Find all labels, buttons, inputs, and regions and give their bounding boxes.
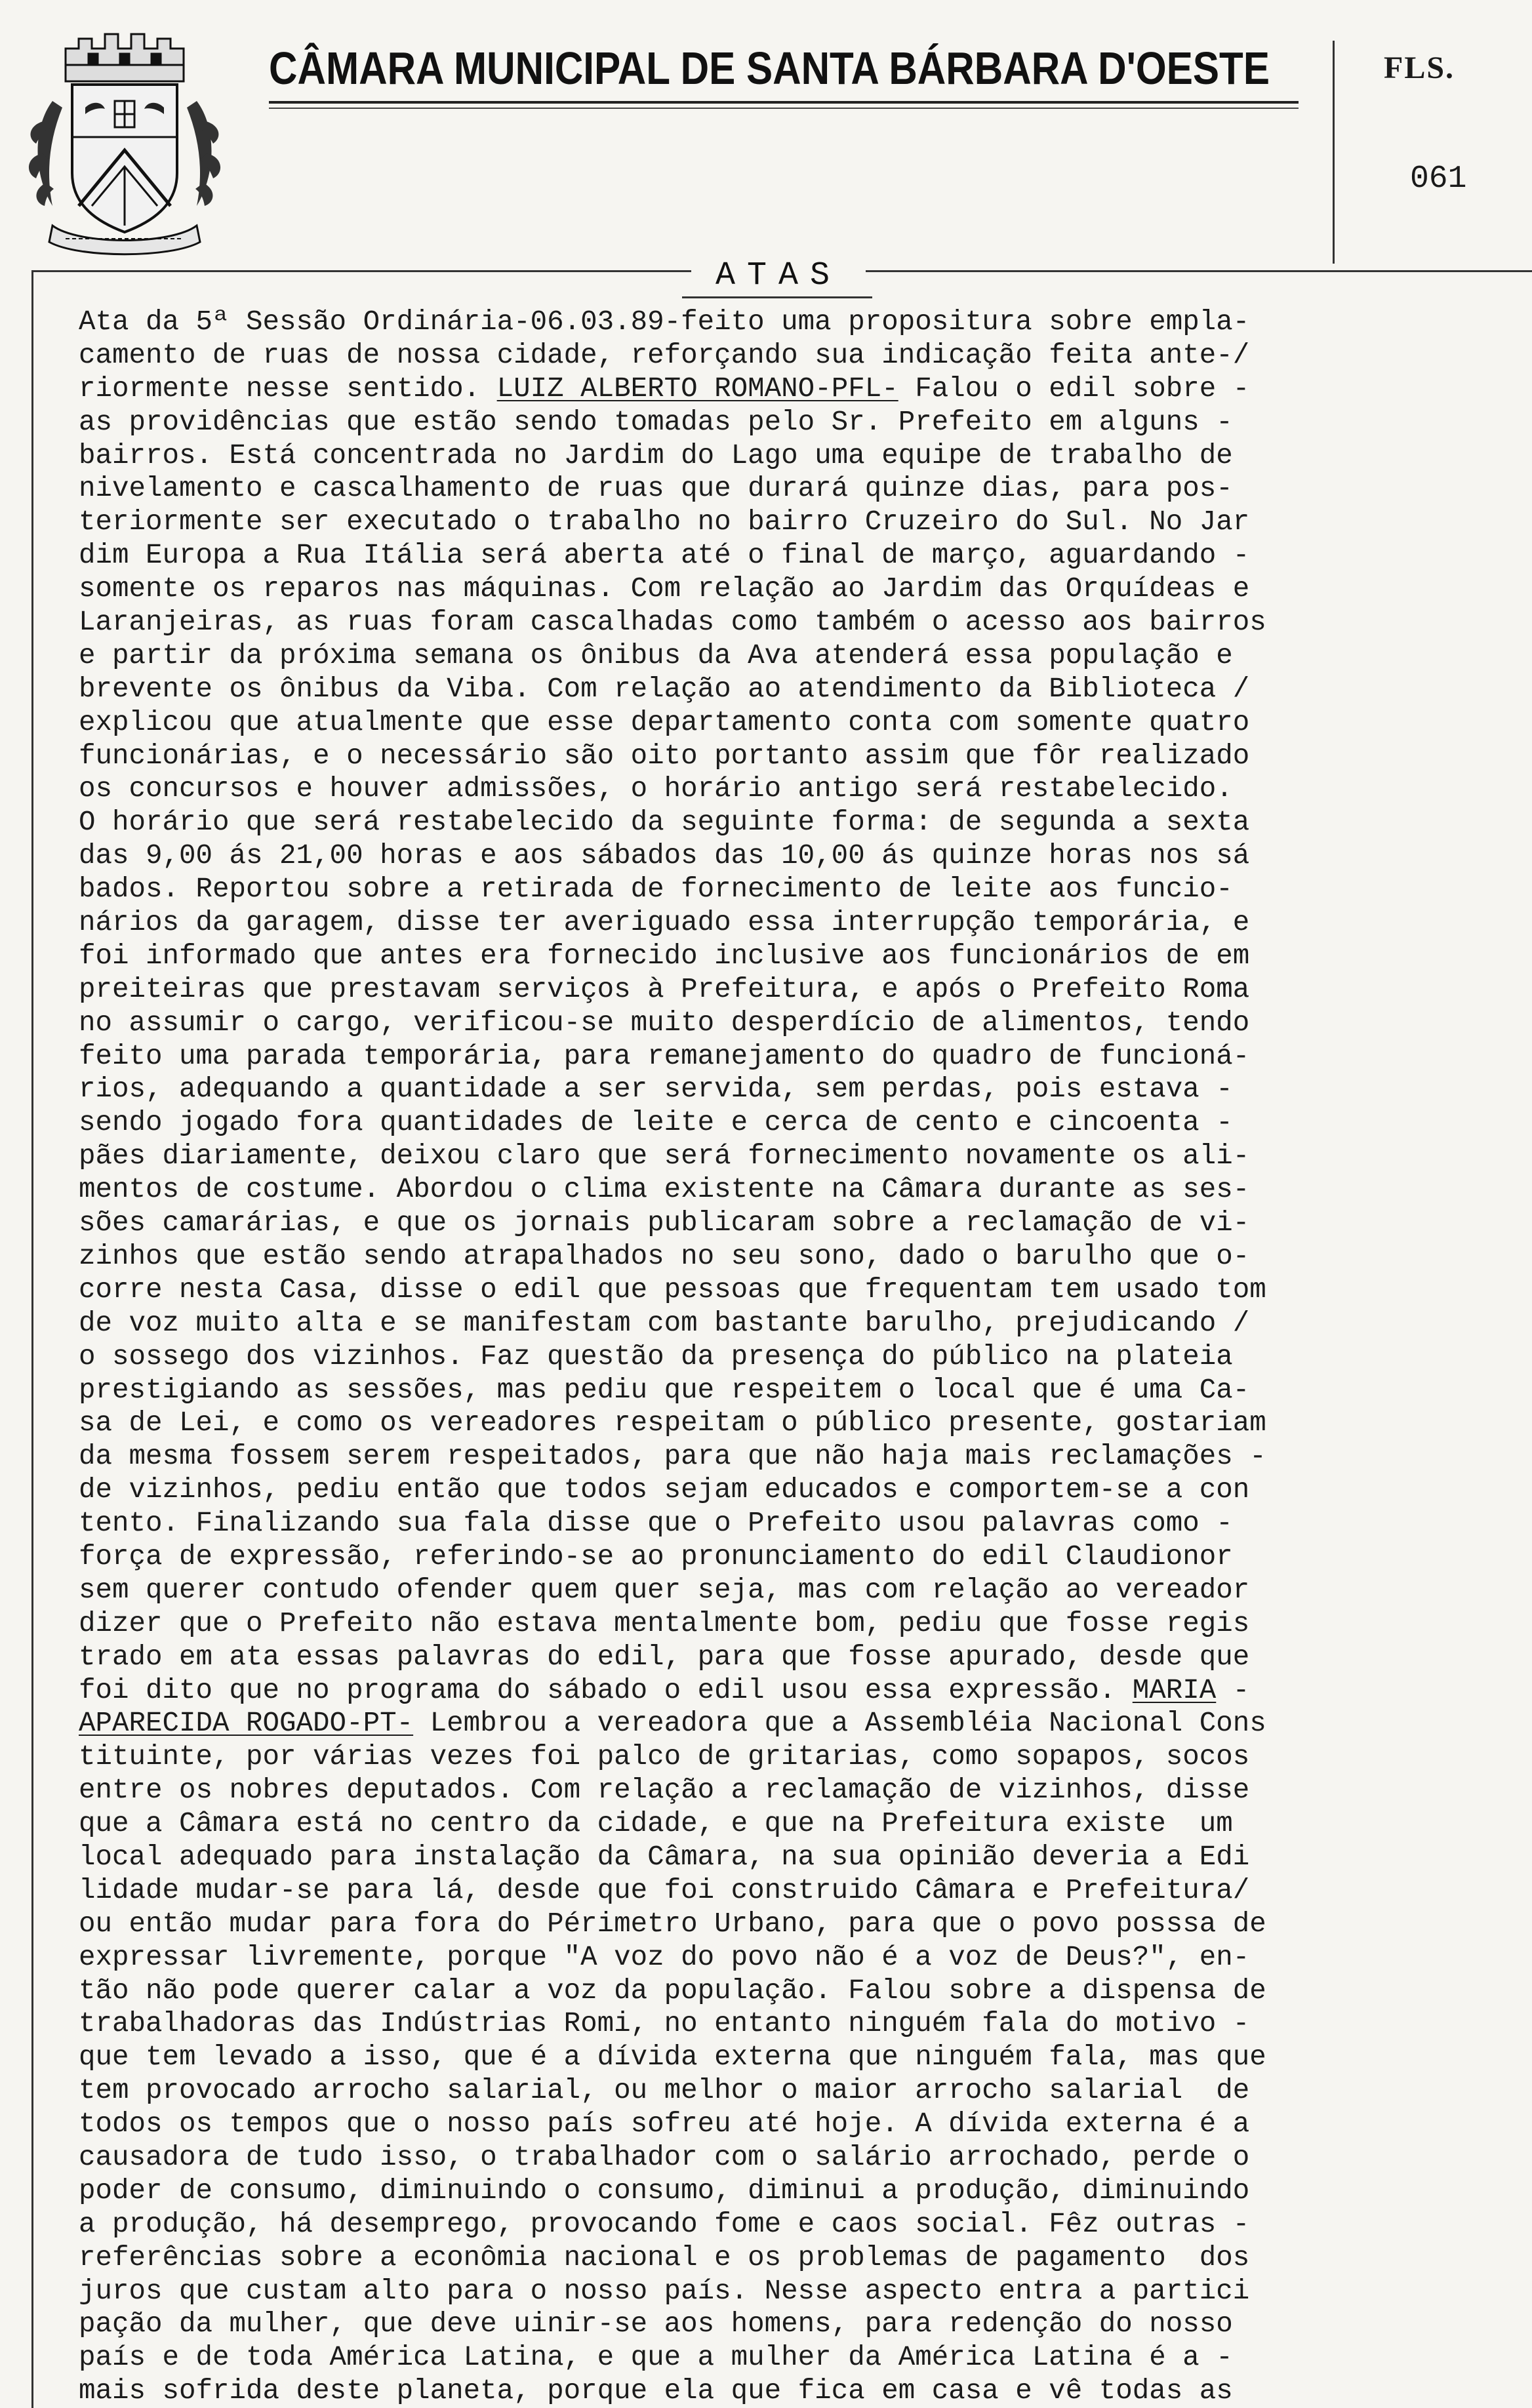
- minutes-line: camento de ruas de nossa cidade, reforçando sua indicação feita ante-/: [79, 339, 1250, 371]
- minutes-line: [79, 1674, 1489, 1708]
- minutes-line: dim Europa a Rua Itália será aberta até o final de março, aguardando -: [79, 540, 1250, 572]
- minutes-line: sendo jogado fora quantidades de leite e cerca de cento e cincoenta -: [79, 1107, 1233, 1139]
- minutes-line: tituinte, por várias vezes foi palco de gritarias, como sopapos, socos: [79, 1741, 1250, 1773]
- minutes-line-text: foi dito que no programa do sábado o edil usou essa expressão.: [79, 1674, 1133, 1706]
- minutes-line: tão não pode querer calar a voz da população. Falou sobre a dispensa de: [79, 1975, 1266, 2007]
- minutes-line: tem provocado arrocho salarial, ou melhor o maior arrocho salarial de: [79, 2075, 1250, 2107]
- minutes-line: a produção, há desemprego, provocando fome e caos social. Fêz outras -: [79, 2208, 1250, 2240]
- minutes-body: [79, 306, 1489, 2408]
- minutes-line: causadora de tudo isso, o trabalhador com o salário arrochado, perde o: [79, 2141, 1250, 2173]
- minutes-line: sem querer contudo ofender quem quer seja, mas com relação ao vereador: [79, 1574, 1250, 1606]
- minutes-line-text: riormente nesse sentido.: [79, 372, 497, 405]
- minutes-line: referências sobre a econômia nacional e os problemas de pagamento dos: [79, 2241, 1250, 2274]
- minutes-line: mais sofrida deste planeta, porque ela que fica em casa e vê todas as: [79, 2375, 1233, 2407]
- municipal-coat-of-arms-icon: [26, 9, 223, 258]
- minutes-line: sa de Lei, e como os vereadores respeitam o público presente, gostariam: [79, 1407, 1266, 1439]
- frame-top-border-left: [31, 270, 691, 272]
- minutes-line: poder de consumo, diminuindo o consumo, diminui a produção, diminuindo: [79, 2175, 1250, 2207]
- minutes-line: prestigiando as sessões, mas pediu que respeitem o local que é uma Ca-: [79, 1374, 1250, 1406]
- minutes-line: O horário que será restabelecido da seguinte forma: de segunda a sexta: [79, 807, 1250, 839]
- minutes-line: de vizinhos, pediu então que todos sejam educados e comportem-se a con: [79, 1474, 1250, 1506]
- minutes-line: trado em ata essas palavras do edil, para que fosse apurado, desde que: [79, 1641, 1250, 1673]
- minutes-line: [79, 372, 1489, 406]
- minutes-line: explicou que atualmente que esse departamento conta com somente quatro: [79, 706, 1250, 738]
- minutes-line: entre os nobres deputados. Com relação a reclamação de vizinhos, disse: [79, 1775, 1250, 1807]
- minutes-line: os concursos e houver admissões, o horário antigo será restabelecido.: [79, 773, 1233, 805]
- minutes-line: nários da garagem, disse ter averiguado essa interrupção temporária, e: [79, 907, 1250, 939]
- minutes-line: foi informado que antes era fornecido inclusive aos funcionários de em: [79, 940, 1250, 972]
- minutes-line: bairros. Está concentrada no Jardim do Lago uma equipe de trabalho de: [79, 439, 1233, 472]
- header-divider: [1333, 41, 1335, 264]
- frame-left-border: [31, 270, 33, 2408]
- minutes-line: as providências que estão sendo tomadas pelo Sr. Prefeito em alguns -: [79, 406, 1233, 438]
- minutes-line-text: Lembrou a vereadora que a Assembléia Nacional Cons: [413, 1708, 1266, 1740]
- minutes-line: todos os tempos que o nosso país sofreu até hoje. A dívida externa é a: [79, 2108, 1250, 2140]
- minutes-line: tento. Finalizando sua fala disse que o Prefeito usou palavras como -: [79, 1508, 1233, 1540]
- minutes-line: Ata da 5ª Sessão Ordinária-06.03.89-feito uma propositura sobre empla-: [79, 306, 1250, 338]
- minutes-line: força de expressão, referindo-se ao pronunciamento do edil Claudionor: [79, 1540, 1233, 1573]
- minutes-line: zinhos que estão sendo atrapalhados no seu sono, dado o barulho que o-: [79, 1240, 1250, 1272]
- section-title: ATAS: [715, 257, 842, 294]
- minutes-line: somente os reparos nas máquinas. Com relação ao Jardim das Orquídeas e: [79, 573, 1250, 605]
- minutes-line: Laranjeiras, as ruas foram cascalhadas como também o acesso aos bairros: [79, 607, 1266, 639]
- minutes-line: e partir da próxima semana os ônibus da Ava atenderá essa população e: [79, 639, 1233, 672]
- minutes-line: de voz muito alta e se manifestam com bastante barulho, prejudicando /: [79, 1307, 1250, 1339]
- minutes-line: dizer que o Prefeito não estava mentalmente bom, pediu que fosse regis: [79, 1607, 1250, 1639]
- speaker-name: LUIZ ALBERTO ROMANO-PFL-: [496, 372, 898, 405]
- minutes-line: nivelamento e cascalhamento de ruas que durará quinze dias, para pos-: [79, 473, 1233, 505]
- minutes-line: [79, 1707, 1489, 1740]
- minutes-line: juros que custam alto para o nosso país. Nesse aspecto entra a partici: [79, 2275, 1250, 2307]
- folio-number: 061: [1410, 161, 1467, 197]
- section-title-rule: [682, 296, 872, 298]
- frame-top-border-right: [866, 270, 1532, 272]
- minutes-line: local adequado para instalação da Câmara, na sua opinião deveria a Edi: [79, 1841, 1250, 1873]
- minutes-line: rios, adequando a quantidade a ser servida, sem perdas, pois estava -: [79, 1074, 1233, 1106]
- minutes-line: que a Câmara está no centro da cidade, e que na Prefeitura existe um: [79, 1808, 1233, 1840]
- minutes-line: teriormente ser executado o trabalho no bairro Cruzeiro do Sul. No Jar: [79, 506, 1250, 538]
- institution-title: CÂMARA MUNICIPAL DE SANTA BÁRBARA D'OESTE: [269, 43, 1270, 94]
- minutes-line: bados. Reportou sobre a retirada de fornecimento de leite aos funcio-: [79, 873, 1233, 906]
- minutes-line: brevente os ônibus da Viba. Com relação ao atendimento da Biblioteca /: [79, 673, 1250, 705]
- minutes-line-text: Falou o edil sobre -: [898, 372, 1250, 405]
- minutes-line: no assumir o cargo, verificou-se muito desperdício de alimentos, tendo: [79, 1007, 1250, 1039]
- minutes-line: feito uma parada temporária, para remanejamento do quadro de funcioná-: [79, 1040, 1250, 1072]
- speaker-name: MARIA: [1132, 1674, 1217, 1706]
- minutes-line: trabalhadoras das Indústrias Romi, no entanto ninguém fala do motivo -: [79, 2008, 1250, 2040]
- minutes-line: expressar livremente, porque "A voz do povo não é a voz de Deus?", en-: [79, 1941, 1250, 1973]
- minutes-line: que tem levado a isso, que é a dívida externa que ninguém fala, mas que: [79, 2041, 1266, 2074]
- folio-label: FLS.: [1384, 50, 1455, 85]
- minutes-line: lidade mudar-se para lá, desde que foi construido Câmara e Prefeitura/: [79, 1874, 1250, 1906]
- minutes-line: das 9,00 ás 21,00 horas e aos sábados das 10,00 ás quinze horas nos sá: [79, 840, 1250, 872]
- minutes-line: o sossego dos vizinhos. Faz questão da presença do público na plateia: [79, 1340, 1233, 1373]
- minutes-line: sões camarárias, e que os jornais publicaram sobre a reclamação de vi-: [79, 1207, 1250, 1239]
- speaker-name: APARECIDA ROGADO-PT-: [79, 1708, 414, 1740]
- minutes-line: pação da mulher, que deve uinir-se aos homens, para redenção do nosso: [79, 2308, 1233, 2340]
- minutes-line: ou então mudar para fora do Périmetro Urbano, para que o povo posssa de: [79, 1908, 1266, 1940]
- minutes-line: pães diariamente, deixou claro que será fornecimento novamente os ali-: [79, 1140, 1250, 1173]
- header-rule-secondary: [269, 108, 1299, 109]
- minutes-line: preiteiras que prestavam serviços à Prefeitura, e após o Prefeito Roma: [79, 973, 1250, 1005]
- minutes-line: país e de toda América Latina, e que a mulher da América Latina é a -: [79, 2342, 1233, 2374]
- minutes-line: funcionárias, e o necessário são oito portanto assim que fôr realizado: [79, 740, 1250, 772]
- minutes-line: corre nesta Casa, disse o edil que pessoas que frequentam tem usado tom: [79, 1274, 1266, 1306]
- minutes-line: mentos de costume. Abordou o clima existente na Câmara durante as ses-: [79, 1174, 1250, 1206]
- header-rule: [269, 101, 1299, 104]
- minutes-line-text: -: [1216, 1674, 1250, 1706]
- minutes-line: da mesma fossem serem respeitados, para que não haja mais reclamações -: [79, 1441, 1266, 1473]
